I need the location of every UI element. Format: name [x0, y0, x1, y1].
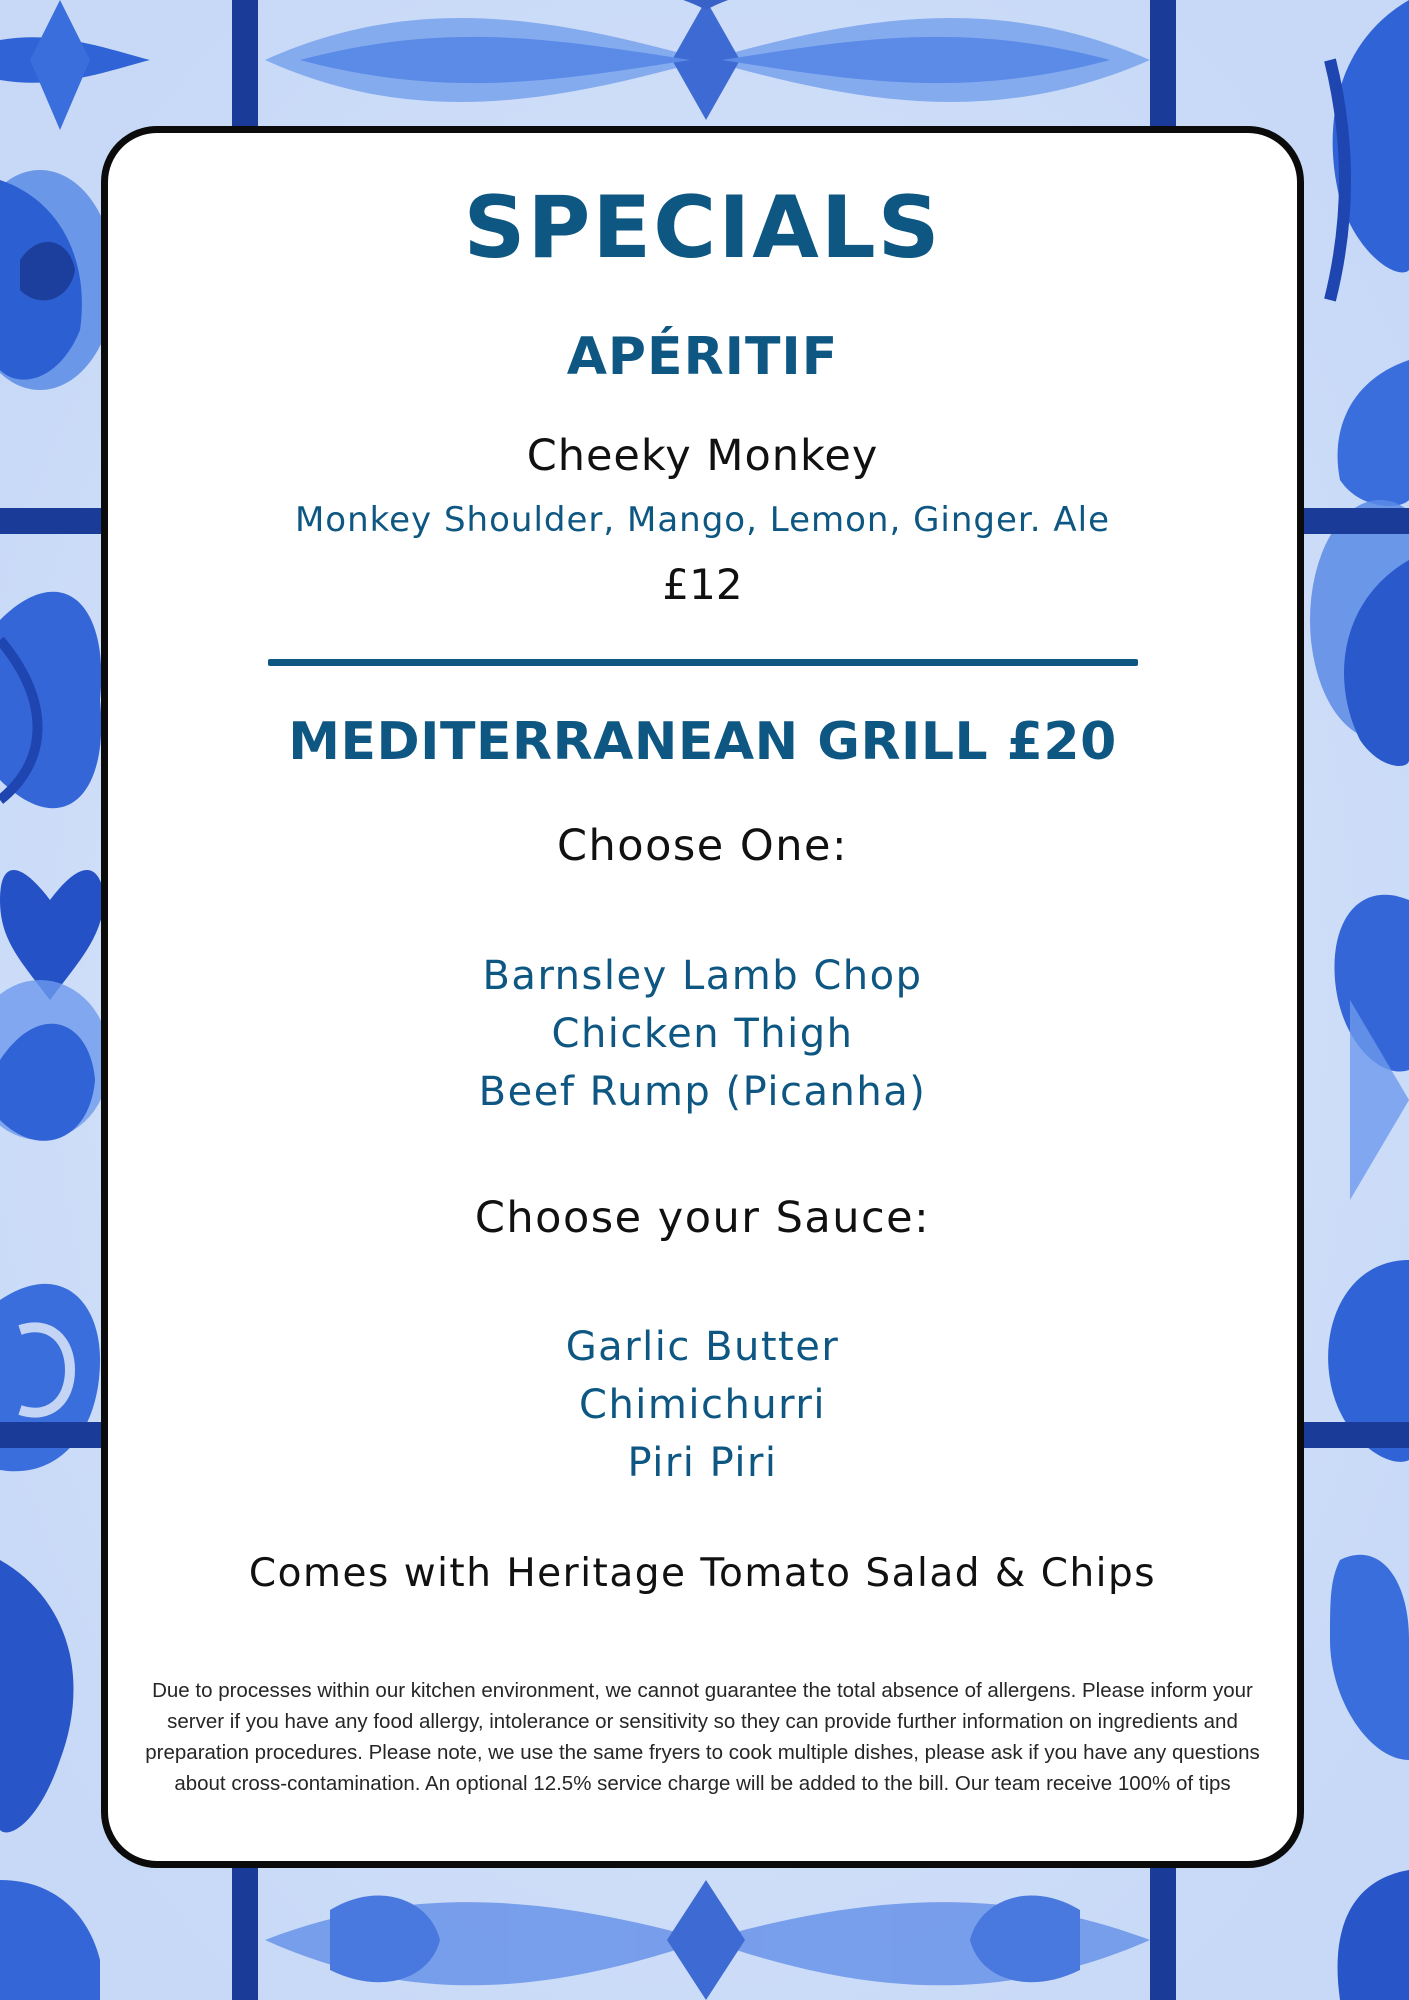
accompaniment-note: Comes with Heritage Tomato Salad & Chips	[248, 1551, 1157, 1596]
sauce-option: Piri Piri	[627, 1440, 778, 1486]
choose-sauce-label: Choose your Sauce:	[474, 1193, 931, 1243]
drink-price: £12	[662, 560, 743, 609]
sauce-option: Garlic Butter	[565, 1324, 840, 1370]
allergen-disclaimer: Due to processes within our kitchen environment, we cannot guarantee the total absence of allergens. Please inform your server if you have any food allergy, intolerance or sensitivity so they can provide further information on ingredients and preparation procedures. Please note, we use the same fryers to cook multiple dishes, please ask if you have any questions about cross-contamination. An optional 12.5% service charge will be added to the bill. Our team receive 100% of tips	[145, 1679, 1260, 1795]
drink-name: Cheeky Monkey	[526, 431, 879, 481]
sauce-option: Chimichurri	[579, 1382, 826, 1428]
aperitif-heading: APÉRITIF	[566, 327, 839, 387]
drink-description: Monkey Shoulder, Mango, Lemon, Ginger. Ale	[294, 500, 1111, 540]
meat-option: Beef Rump (Picanha)	[478, 1069, 927, 1115]
menu-card	[101, 126, 1304, 1868]
grill-heading: MEDITERRANEAN GRILL £20	[288, 712, 1117, 772]
menu-title: SPECIALS	[463, 178, 942, 278]
choose-one-label: Choose One:	[557, 821, 848, 871]
meat-option: Chicken Thigh	[551, 1011, 854, 1057]
meat-option: Barnsley Lamb Chop	[482, 953, 923, 999]
section-divider	[268, 659, 1138, 666]
